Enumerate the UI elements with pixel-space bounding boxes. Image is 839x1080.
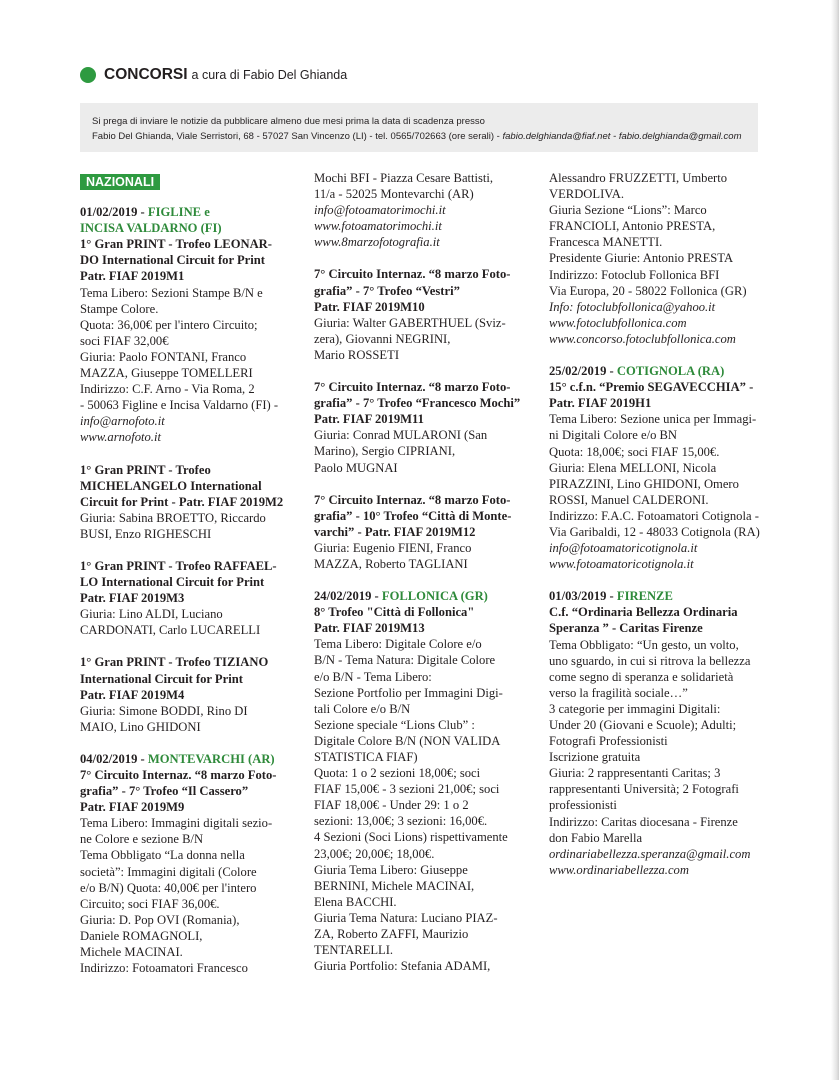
contest-place: MONTEVARCHI (AR) xyxy=(147,751,275,766)
contest-text: don Fabio Marella xyxy=(549,830,643,845)
contest-text: uno sguardo, in cui si ritrova la bellezza xyxy=(549,653,751,668)
contest-date: 01/03/2019 - xyxy=(549,589,617,604)
contest-text: ZA, Roberto ZAFFI, Maurizio xyxy=(314,927,469,942)
contest-text: Elena BACCHI. xyxy=(314,894,397,909)
contest-text: tali Colore e/o B/N xyxy=(314,701,411,716)
contest-title: C.f. “Ordinaria Bellezza Ordinaria xyxy=(549,605,738,620)
contest-title: 7° Circuito Internaz. “8 marzo Foto- xyxy=(314,380,511,395)
contest-text: Indirizzo: C.F. Arno - Via Roma, 2 xyxy=(80,382,255,397)
contest-text: Giuria: Eugenio FIENI, Franco xyxy=(314,540,472,555)
contest-text: ROSSI, Manuel CALDERONI. xyxy=(549,492,709,507)
contest-text: verso la fragilità sociale…” xyxy=(549,685,688,700)
contest-montevarchi xyxy=(80,751,298,976)
contest-text: Giuria Tema Natura: Luciano PIAZ- xyxy=(314,910,498,925)
contest-cotignola xyxy=(549,363,764,572)
contest-text: ne Colore e sezione B/N xyxy=(80,832,204,847)
contest-text: società”: Immagini digitali (Colore xyxy=(80,864,257,879)
contest-title: 1° Gran PRINT - Trofeo LEONAR- xyxy=(80,237,272,252)
contest-text: Giuria Tema Libero: Giuseppe xyxy=(314,862,468,877)
contest-title: 8° Trofeo "Città di Follonica" xyxy=(314,605,475,620)
contest-email: Info: fotoclubfollonica@yahoo.it xyxy=(549,299,716,314)
contest-text: Quota: 1 o 2 sezioni 18,00€; soci xyxy=(314,766,481,781)
contest-website: www.arnofoto.it xyxy=(80,430,161,445)
contest-francesco-mochi xyxy=(314,379,532,476)
contest-text: MAIO, Lino GHIDONI xyxy=(80,719,201,734)
contest-text: 11/a - 52025 Montevarchi (AR) xyxy=(314,187,474,202)
contest-title: grafia” - 7° Trofeo “Francesco Mochi” xyxy=(314,396,521,411)
contest-tiziano xyxy=(80,654,298,734)
contest-text: Tema Libero: Digitale Colore e/o xyxy=(314,637,482,652)
contest-title: grafia” - 7° Trofeo “Vestri” xyxy=(314,283,460,298)
contest-text: Giuria: Simone BODDI, Rino DI xyxy=(80,703,248,718)
contest-email: info@arnofoto.it xyxy=(80,414,165,429)
page-edge-shadow xyxy=(831,0,839,1080)
contest-title: 7° Circuito Internaz. “8 marzo Foto- xyxy=(314,492,511,507)
contest-text: Presidente Giurie: Antonio PRESTA xyxy=(549,251,734,266)
contest-title: 1° Gran PRINT - Trofeo xyxy=(80,462,211,477)
contest-montevarchi-cont xyxy=(314,170,532,250)
notice-line-1: Si prega di inviare le notizie da pubblicare almeno due mesi prima la data di scadenza presso xyxy=(92,116,485,127)
contest-website: www.fotoamatoricotignola.it xyxy=(549,557,694,572)
contest-place-cont: INCISA VALDARNO (FI) xyxy=(80,221,222,236)
contest-text: CARDONATI, Carlo LUCARELLI xyxy=(80,623,261,638)
contest-text: - 50063 Figline e Incisa Valdarno (FI) - xyxy=(80,398,279,413)
contest-text: PIRAZZINI, Lino GHIDONI, Omero xyxy=(549,476,739,491)
contest-place: FIRENZE xyxy=(616,589,673,604)
notice-box xyxy=(80,103,758,152)
column-1 xyxy=(80,170,298,976)
notice-line-2 xyxy=(92,129,758,144)
contest-text: Tema Obbligato “La donna nella xyxy=(80,848,245,863)
contest-website: www.ordinariabellezza.com xyxy=(549,862,689,877)
contest-title: 1° Gran PRINT - Trofeo RAFFAEL- xyxy=(80,558,277,573)
contest-firenze xyxy=(549,588,764,878)
contest-text: TENTARELLI. xyxy=(314,943,394,958)
contest-patronage: Patr. FIAF 2019H1 xyxy=(549,396,652,411)
contest-text: Giuria: 2 rappresentanti Caritas; 3 xyxy=(549,766,721,781)
contest-text: Francesca MANETTI. xyxy=(549,235,663,250)
green-dot-icon xyxy=(80,67,96,83)
contest-title: grafia” - 7° Trofeo “Il Cassero” xyxy=(80,784,249,799)
contest-title: 7° Circuito Internaz. “8 marzo Foto- xyxy=(80,768,277,782)
notice-emails: fabio.delghianda@fiaf.net - fabio.delghianda@gmail.com xyxy=(502,131,742,142)
contest-text: Via Garibaldi, 12 - 48033 Cotignola (RA) xyxy=(549,524,760,539)
contest-text: Sezione Portfolio per Immagini Digi- xyxy=(314,685,503,700)
contest-website: www.fotoclubfollonica.com xyxy=(549,315,687,330)
contest-text: Giuria: Paolo FONTANI, Franco xyxy=(80,349,247,364)
contest-patronage: Patr. FIAF 2019M10 xyxy=(314,299,425,314)
contest-text: MAZZA, Roberto TAGLIANI xyxy=(314,556,468,571)
contest-text: Iscrizione gratuita xyxy=(549,750,641,765)
contest-place: COTIGNOLA (RA) xyxy=(616,364,725,379)
contest-text: Tema Libero: Sezioni Stampe B/N e xyxy=(80,285,263,300)
contest-text: Giuria Sezione “Lions”: Marco xyxy=(549,203,707,218)
contest-text: rappresentanti Università; 2 Fotografi xyxy=(549,782,739,797)
contest-text: MAZZA, Giuseppe TOMELLERI xyxy=(80,366,253,381)
contest-text: VERDOLIVA. xyxy=(549,187,624,202)
contest-email: info@fotoamatoricotignola.it xyxy=(549,541,698,556)
contest-text: FIAF 18,00€ - Under 29: 1 o 2 xyxy=(314,798,469,813)
contest-date: 04/02/2019 - xyxy=(80,751,148,766)
contest-text: Under 20 (Giovani e Scuole); Adulti; xyxy=(549,718,737,732)
contest-patronage: varchi” - Patr. FIAF 2019M12 xyxy=(314,524,476,539)
contest-text: professionisti xyxy=(549,798,617,813)
contest-patronage: Patr. FIAF 2019M3 xyxy=(80,591,185,606)
contest-title: grafia” - 10° Trofeo “Città di Monte- xyxy=(314,508,512,523)
contest-title: Speranza ” - Caritas Firenze xyxy=(549,621,703,636)
contest-text: 23,00€; 20,00€; 18,00€. xyxy=(314,846,435,861)
contest-text: Alessandro FRUZZETTI, Umberto xyxy=(549,171,728,185)
contest-patronage: Patr. FIAF 2019M1 xyxy=(80,269,185,284)
contest-email: ordinariabellezza.speranza@gmail.com xyxy=(549,846,751,861)
contest-title: DO International Circuit for Print xyxy=(80,253,265,268)
contest-text: Indirizzo: Fotoamatori Francesco xyxy=(80,961,248,976)
contest-follonica xyxy=(314,588,532,974)
contest-text: STATISTICA FIAF) xyxy=(314,750,418,764)
contest-text: Tema Obbligato: “Un gesto, un volto, xyxy=(549,637,739,652)
contest-text: e/o B/N) Quota: 40,00€ per l'intero xyxy=(80,880,257,895)
contest-text: ni Digitali Colore e/o BN xyxy=(549,428,678,443)
contest-text: Giuria Portfolio: Stefania ADAMI, xyxy=(314,959,491,974)
contest-text: Sezione speciale “Lions Club” : xyxy=(314,717,475,732)
contest-text: Mario ROSSETI xyxy=(314,347,400,362)
contest-email: info@fotoamatorimochi.it xyxy=(314,203,446,218)
contest-text: Via Europa, 20 - 58022 Follonica (GR) xyxy=(549,283,747,298)
contest-text: Giuria: Sabina BROETTO, Riccardo xyxy=(80,510,266,525)
contest-text: zera), Giovanni NEGRINI, xyxy=(314,331,451,346)
column-2 xyxy=(314,170,532,974)
contest-text: Stampe Colore. xyxy=(80,301,159,316)
contest-website: www.8marzofotografia.it xyxy=(314,235,440,250)
contest-text: Indirizzo: Caritas diocesana - Firenze xyxy=(549,814,738,829)
contest-patronage: Circuit for Print - Patr. FIAF 2019M2 xyxy=(80,494,284,509)
section-title: CONCORSI xyxy=(104,66,188,83)
contest-text: soci FIAF 32,00€ xyxy=(80,333,169,348)
section-subtitle: a cura di Fabio Del Ghianda xyxy=(191,68,348,82)
contest-date: 24/02/2019 - xyxy=(314,589,382,604)
column-3 xyxy=(549,170,764,878)
contest-date: 01/02/2019 - xyxy=(80,205,148,220)
contest-text: Circuito; soci FIAF 36,00€. xyxy=(80,896,220,911)
contest-text: Giuria: Elena MELLONI, Nicola xyxy=(549,460,717,475)
contest-text: Indirizzo: Fotoclub Follonica BFI xyxy=(549,267,720,282)
contest-vestri xyxy=(314,266,532,363)
contest-text: BERNINI, Michele MACINAI, xyxy=(314,878,475,893)
contest-patronage: Patr. FIAF 2019M9 xyxy=(80,800,185,815)
contest-text: Paolo MUGNAI xyxy=(314,460,398,475)
contest-text: sezioni: 13,00€; 3 sezioni: 16,00€. xyxy=(314,814,488,829)
contest-michelangelo xyxy=(80,462,298,542)
contest-text: 4 Sezioni (Soci Lions) rispettivamente xyxy=(314,830,508,845)
contest-place: FOLLONICA (GR) xyxy=(381,589,488,604)
section-badge-nazionali: NAZIONALI xyxy=(80,174,160,190)
contest-figline xyxy=(80,204,298,445)
contest-text: Daniele ROMAGNOLI, xyxy=(80,928,203,943)
contest-title: MICHELANGELO International xyxy=(80,478,262,493)
contest-text: e/o B/N - Tema Libero: xyxy=(314,669,432,684)
contest-text: Giuria: Conrad MULARONI (San xyxy=(314,428,488,443)
contest-date: 25/02/2019 - xyxy=(549,364,617,379)
contest-title: International Circuit for Print xyxy=(80,671,243,686)
contest-place: FIGLINE e xyxy=(147,205,210,220)
contest-text: Indirizzo: F.A.C. Fotoamatori Cotignola - xyxy=(549,508,759,523)
contest-website: www.fotoamatorimochi.it xyxy=(314,219,442,234)
contest-text: Mochi BFI - Piazza Cesare Battisti, xyxy=(314,171,494,185)
contest-text: FIAF 15,00€ - 3 sezioni 21,00€; soci xyxy=(314,782,500,797)
contest-text: Giuria: Walter GABERTHUEL (Sviz- xyxy=(314,315,506,330)
contest-text: Michele MACINAI. xyxy=(80,945,183,960)
contest-patronage: Patr. FIAF 2019M11 xyxy=(314,412,424,427)
contest-title: 7° Circuito Internaz. “8 marzo Foto- xyxy=(314,267,511,282)
contest-title: 1° Gran PRINT - Trofeo TIZIANO xyxy=(80,655,269,670)
contest-website: www.concorso.fotoclubfollonica.com xyxy=(549,331,736,346)
contest-text: 3 categorie per immagini Digitali: xyxy=(549,701,721,716)
contest-patronage: Patr. FIAF 2019M13 xyxy=(314,621,425,636)
contest-patronage: Patr. FIAF 2019M4 xyxy=(80,687,185,702)
contest-text: B/N - Tema Natura: Digitale Colore xyxy=(314,653,496,668)
contest-text: Marino), Sergio CIPRIANI, xyxy=(314,444,456,459)
contest-text: Quota: 18,00€; soci FIAF 15,00€. xyxy=(549,444,720,459)
contest-text: Tema Libero: Sezione unica per Immagi- xyxy=(549,412,757,427)
contest-follonica-cont xyxy=(549,170,764,347)
contest-text: Tema Libero: Immagini digitali sezio- xyxy=(80,816,273,831)
contest-text: come segno di speranza e solidarietà xyxy=(549,669,734,684)
contest-text: Giuria: Lino ALDI, Luciano xyxy=(80,607,223,622)
page-header xyxy=(80,64,347,86)
contest-raffaello xyxy=(80,558,298,638)
notice-address: Fabio Del Ghianda, Viale Serristori, 68 - 57027 San Vincenzo (LI) - tel. 0565/702663 (ore serali) - xyxy=(92,131,503,142)
contest-text: FRANCIOLI, Antonio PRESTA, xyxy=(549,219,716,234)
contest-text: Digitale Colore B/N (NON VALIDA xyxy=(314,733,501,748)
contest-text: Fotografi Professionisti xyxy=(549,734,668,749)
contest-text: Giuria: D. Pop OVI (Romania), xyxy=(80,912,240,927)
contest-text: Quota: 36,00€ per l'intero Circuito; xyxy=(80,317,258,332)
contest-text: BUSI, Enzo RIGHESCHI xyxy=(80,526,212,541)
contest-citta-montevarchi xyxy=(314,492,532,572)
contest-title: 15° c.f.n. “Premio SEGAVECCHIA” - xyxy=(549,380,754,395)
contest-title: LO International Circuit for Print xyxy=(80,575,265,590)
